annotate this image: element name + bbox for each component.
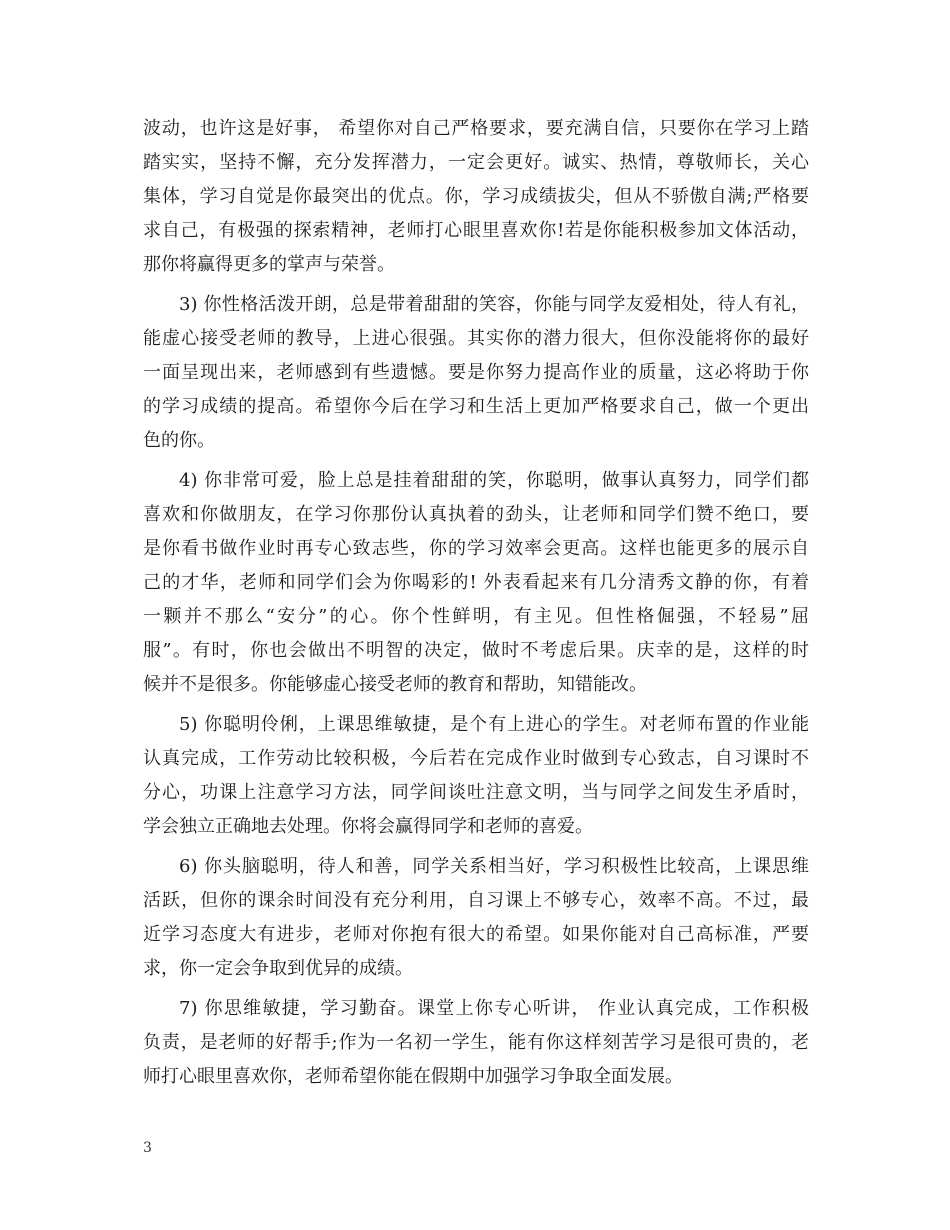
text-line: 师打心眼里喜欢你，老师希望你能在假期中加强学习争取全面发展。 [143,1066,683,1087]
text-line: 服”。有时，你也会做出不明智的决定，做时不考虑后果。庆幸的是，这样的时 [143,640,809,661]
text-line: 色的你。 [143,430,215,451]
paragraph [143,850,809,986]
text-line: 分心，功课上注意学习方法，同学间谈吐注意文明，当与同学之间发生矛盾时， [143,782,809,803]
text-line: 集体，学习自觉是你最突出的优点。你，学习成绩拔尖，但从不骄傲自满;严格要 [143,186,809,207]
text-line: 喜欢和你做朋友，在学习你那份认真执着的劲头，让老师和同学们赞不绝口，要 [143,504,809,525]
paragraph [143,464,809,702]
text-line: 己的才华，老师和同学们会为你喝彩的! 外表看起来有几分清秀文静的你，有着 [143,572,809,593]
text-line: 一颗并不那么“安分”的心。你个性鲜明，有主见。但性格倔强，不轻易”屈 [143,606,809,627]
text-line: 波动，也许这是好事， 希望你对自己严格要求，要充满自信，只要你在学习上踏 [143,118,809,139]
text-line: 踏实实，坚持不懈，充分发挥潜力，一定会更好。诚实、热情，尊敬师长，关心 [143,152,809,173]
paragraph [143,288,809,458]
text-line: 7) 你思维敏捷，学习勤奋。课堂上你专心听讲， 作业认真完成，工作积极 [179,998,809,1019]
text-line: 学会独立正确地去处理。你将会赢得同学和老师的喜爱。 [143,816,593,837]
text-line: 的学习成绩的提高。希望你今后在学习和生活上更加严格要求自己，做一个更出 [143,396,809,417]
text-line: 是你看书做作业时再专心致志些，你的学习效率会更高。这样也能更多的展示自 [143,538,809,559]
text-line: 6) 你头脑聪明，待人和善，同学关系相当好，学习积极性比较高，上课思维 [179,856,809,877]
text-line: 5) 你聪明伶俐，上课思维敏捷，是个有上进心的学生。对老师布置的作业能 [179,714,809,735]
body-text [143,112,809,1094]
paragraph [143,112,809,282]
text-line: 活跃，但你的课余时间没有充分利用，自习课上不够专心，效率不高。不过，最 [143,890,809,911]
text-line: 负责，是老师的好帮手;作为一名初一学生，能有你这样刻苦学习是很可贵的，老 [143,1032,809,1053]
text-line: 能虚心接受老师的教导，上进心很强。其实你的潜力很大，但你没能将你的最好 [143,328,809,349]
text-line: 候并不是很多。你能够虚心接受老师的教育和帮助，知错能改。 [143,674,647,695]
text-line: 求自己，有极强的探索精神，老师打心眼里喜欢你!若是你能积极参加文体活动， [143,220,809,241]
text-line: 那你将赢得更多的掌声与荣誉。 [143,254,395,275]
text-line: 4) 你非常可爱，脸上总是挂着甜甜的笑，你聪明，做事认真努力，同学们都 [179,470,809,491]
text-line: 3) 你性格活泼开朗，总是带着甜甜的笑容，你能与同学友爱相处，待人有礼， [179,294,809,315]
text-line: 认真完成，工作劳动比较积极，今后若在完成作业时做到专心致志，自习课时不 [143,748,809,769]
text-line: 一面呈现出来，老师感到有些遗憾。要是你努力提高作业的质量，这必将助于你 [143,362,809,383]
paragraph [143,992,809,1094]
text-line: 近学习态度大有进步，老师对你抱有很大的希望。如果你能对自己高标准，严要 [143,924,809,945]
text-line: 求，你一定会争取到优异的成绩。 [143,958,413,979]
page-number: 3 [143,1140,152,1156]
paragraph [143,708,809,844]
